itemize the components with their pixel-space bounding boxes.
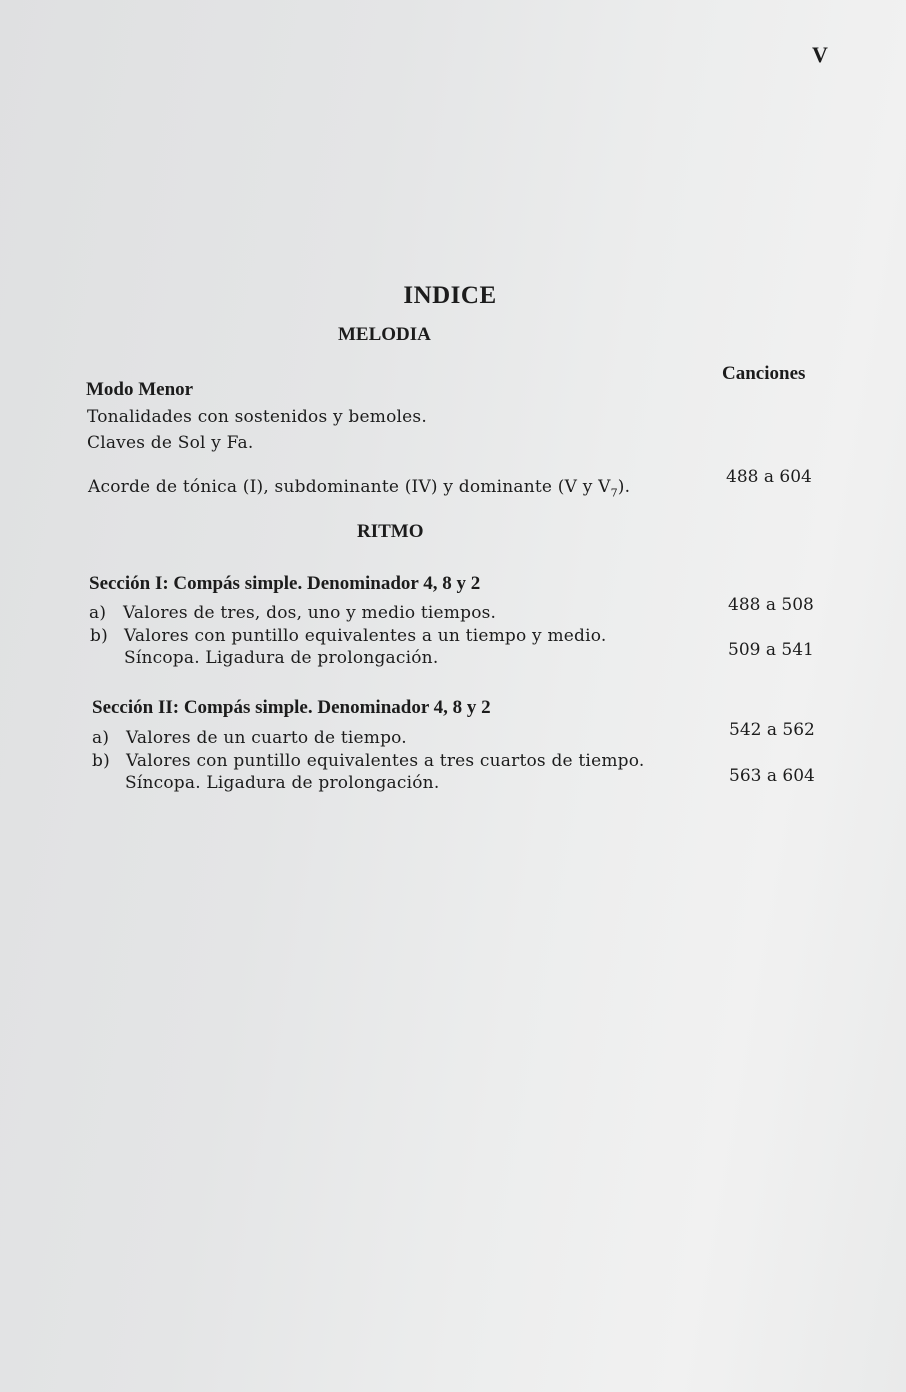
section-1-item-b [90, 626, 607, 646]
section-2-title: Sección II: Compás simple. Denominador 4, 8 y 2 [92, 697, 491, 718]
item-text: Valores con puntillo equivalentes a tres cuartos de tiempo. [126, 751, 645, 771]
section-1-item-a-range: 488 a 508 [728, 595, 814, 615]
item-text: Valores de un cuarto de tiempo. [126, 728, 407, 748]
section-1-item-b-range: 509 a 541 [728, 640, 814, 660]
section-1-title: Sección I: Compás simple. Denominador 4, 8 y 2 [89, 573, 481, 594]
canciones-column-header: Canciones [722, 363, 806, 384]
page-title: INDICE [403, 282, 497, 309]
section-2-item-b [92, 751, 644, 771]
section-2-item-b-range: 563 a 604 [729, 766, 815, 786]
section-2-item-b-continuation: Síncopa. Ligadura de prolongación. [125, 773, 440, 793]
melodia-line-tonalidades: Tonalidades con sostenidos y bemoles. [87, 407, 427, 427]
melodia-line-claves: Claves de Sol y Fa. [87, 433, 254, 453]
item-label: b) [92, 751, 110, 771]
chord-range: 488 a 604 [726, 467, 812, 487]
section-1-item-b-continuation: Síncopa. Ligadura de prolongación. [124, 648, 439, 668]
chord-line-text: Acorde de tónica (I), subdominante (IV) y dominante (V y V [88, 477, 611, 497]
chord-line-subscript: 7 [610, 486, 618, 500]
chord-line-suffix: ). [617, 477, 631, 497]
item-text: Valores con puntillo equivalentes a un tiempo y medio. [124, 626, 607, 646]
ritmo-heading: RITMO [357, 521, 424, 542]
item-label: b) [90, 626, 108, 646]
page-number: V [812, 42, 828, 67]
item-label: a) [92, 728, 110, 748]
melodia-chord-line [88, 477, 630, 499]
modo-menor-heading: Modo Menor [86, 379, 194, 400]
item-text: Valores de tres, dos, uno y medio tiempos. [123, 603, 497, 623]
section-2-item-a [92, 728, 407, 748]
section-1-item-a [89, 603, 496, 623]
item-label: a) [89, 603, 107, 623]
section-2-item-a-range: 542 a 562 [729, 720, 815, 740]
melodia-heading: MELODIA [338, 324, 431, 345]
